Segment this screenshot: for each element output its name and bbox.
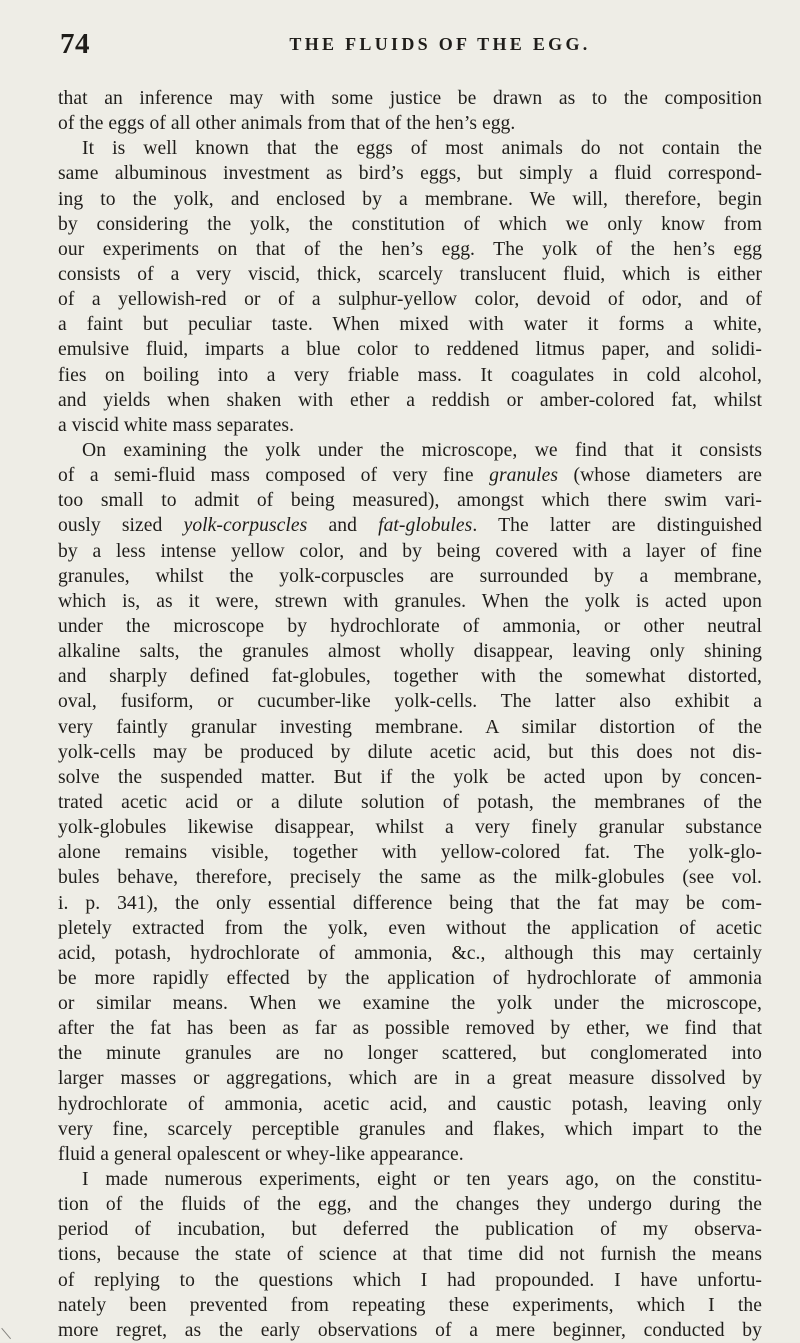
text-line: It is well known that the eggs of most animals do not contain the (82, 138, 762, 160)
body-text (58, 86, 762, 1343)
text-line: solve the suspended matter. But if the yolk be acted upon by concen- (58, 766, 762, 788)
text-line: ing to the yolk, and enclosed by a membrane. We will, therefore, begin (58, 188, 762, 210)
text-line: very fine, scarcely perceptible granules and flakes, which impart to the (58, 1118, 762, 1140)
text-line: very faintly granular investing membrane. A similar distortion of the (58, 716, 762, 738)
text-line: the minute granules are no longer scattered, but conglomerated into (58, 1043, 762, 1065)
text-line: i. p. 341), the only essential difference being that the fat may be com- (58, 892, 762, 914)
text-line: pletely extracted from the yolk, even without the application of acetic (58, 917, 762, 939)
text-line: alkaline salts, the granules almost wholly disappear, leaving only shining (58, 641, 762, 663)
text-line: be more rapidly effected by the application of hydrochlorate of ammonia (58, 967, 762, 989)
text-line: and yields when shaken with ether a reddish or amber-colored fat, whilst (58, 389, 762, 411)
text-line: oval, fusiform, or cucumber-like yolk-cells. The latter also exhibit a (58, 691, 762, 713)
running-title: THE FLUIDS OF THE EGG. (289, 34, 591, 54)
text-line: same albuminous investment as bird’s eggs, but simply a fluid correspond- (58, 163, 762, 185)
text-line: a faint but peculiar taste. When mixed with water it forms a white, (58, 314, 762, 336)
text-line: yolk-globules likewise disappear, whilst a very finely granular substance (58, 817, 762, 839)
text-line: tion of the fluids of the egg, and the changes they undergo during the (58, 1194, 762, 1216)
text-line: under the microscope by hydrochlorate of ammonia, or other neutral (58, 615, 762, 637)
text-line: more regret, as the early observations of a mere beginner, conducted by (58, 1319, 762, 1341)
text-line: consists of a very viscid, thick, scarcely translucent fluid, which is either (58, 263, 762, 285)
text-line: by a less intense yellow color, and by being covered with a layer of fine (58, 540, 762, 562)
text-line: trated acetic acid or a dilute solution of potash, the membranes of the (58, 791, 762, 813)
text-line: a viscid white mass separates. (58, 414, 295, 436)
text-line: too small to admit of being measured), amongst which there swim vari- (58, 490, 762, 512)
text-line: bules behave, therefore, precisely the same as the milk-globules (see vol. (58, 867, 762, 889)
text-line: fluid a general opalescent or whey-like appearance. (58, 1143, 464, 1165)
text-line: yolk-cells may be produced by dilute acetic acid, but this does not dis- (58, 741, 762, 763)
text-line: I made numerous experiments, eight or ten years ago, on the constitu- (82, 1169, 762, 1191)
text-line: tions, because the state of science at that time did not furnish the means (58, 1244, 762, 1266)
text-line: On examining the yolk under the microscope, we find that it consists (82, 439, 762, 461)
text-line: emulsive fluid, imparts a blue color to reddened litmus paper, and solidi- (58, 339, 762, 361)
text-line: or similar means. When we examine the yolk under the microscope, (58, 993, 762, 1015)
text-line-italic: of a semi-fluid mass composed of very fine granules (whose diameters are (58, 465, 762, 487)
text-line: larger masses or aggregations, which are in a great measure dissolved by (58, 1068, 762, 1090)
italic-term: fat-globules (378, 515, 473, 537)
text-line: nately been prevented from repeating these experiments, which I the (58, 1294, 762, 1316)
text-line: by considering the yolk, the constitution of which we only know from (58, 213, 762, 235)
italic-term: granules (489, 465, 559, 487)
text-line: after the fat has been as far as possible removed by ether, we find that (58, 1018, 762, 1040)
text-line: which is, as it were, strewn with granules. When the yolk is acted upon (58, 590, 762, 612)
running-head (60, 28, 760, 58)
page-number: 74 (60, 28, 90, 60)
text-line: granules, whilst the yolk-corpuscles are surrounded by a membrane, (58, 565, 762, 587)
text-line: our experiments on that of the hen’s egg. The yolk of the hen’s egg (58, 238, 762, 260)
text-line: of the eggs of all other animals from that of the hen’s egg. (58, 113, 516, 135)
text-line: and sharply defined fat-globules, together with the somewhat distorted, (58, 666, 762, 688)
text-line: hydrochlorate of ammonia, acetic acid, and caustic potash, leaving only (58, 1093, 762, 1115)
text-line: of replying to the questions which I had propounded. I have unfortu- (58, 1269, 762, 1291)
text-line: alone remains visible, together with yellow-colored fat. The yolk-glo- (58, 842, 762, 864)
text-line: period of incubation, but deferred the publication of my observa- (58, 1219, 762, 1241)
text-line: of a yellowish-red or of a sulphur-yellow color, devoid of odor, and of (58, 289, 762, 311)
scan-corner-mark (1, 1319, 21, 1339)
text-line: that an inference may with some justice be drawn as to the composition (58, 88, 762, 109)
italic-term: yolk-corpuscles (183, 515, 308, 537)
text-line-italic: ously sized yolk-corpuscles and fat-globules. The latter are distinguished (58, 515, 762, 537)
text-line: acid, potash, hydrochlorate of ammonia, &c., although this may certainly (58, 942, 762, 964)
text-line: fies on boiling into a very friable mass. It coagulates in cold alcohol, (58, 364, 762, 386)
